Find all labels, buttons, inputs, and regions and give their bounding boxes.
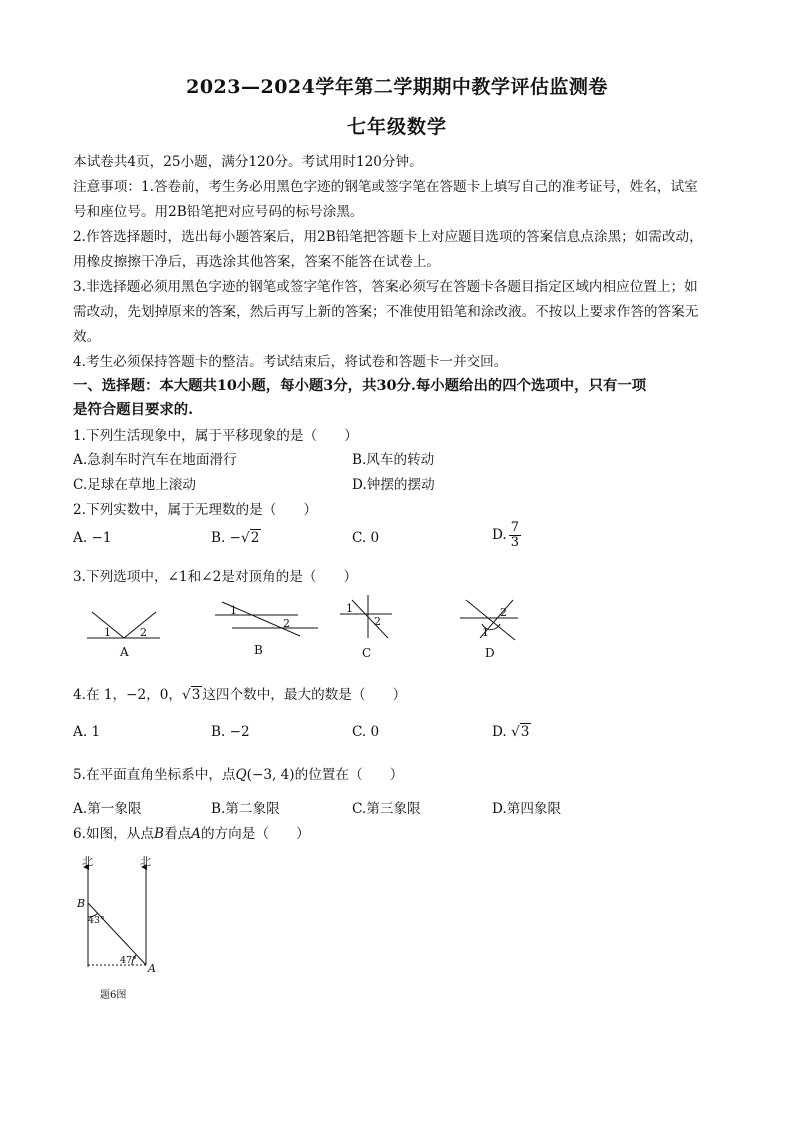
fig-point-a-label: A [148, 962, 156, 975]
fig-b-label: B [254, 643, 263, 657]
question-6-mid: 看点 [163, 826, 192, 842]
exam-subject: 七年级数学 [346, 116, 447, 138]
question-4-option-c: C. 0 [352, 724, 380, 740]
section-heading-line-2: 是符合题目要求的. [73, 401, 194, 418]
question-4-stem-prefix: 4.在 1，−2，0， [73, 687, 183, 703]
question-5-option-a: A.第一象限 [73, 801, 142, 817]
north-label-2: 北 [140, 855, 151, 868]
north-label-1: 北 [82, 855, 93, 868]
question-4-stem-suffix: 这四个数中，最大的数是（ ） [202, 687, 407, 703]
fraction-numerator: 7 [510, 520, 520, 535]
point-q: Q [235, 767, 247, 783]
question-5-option-b: B.第二象限 [211, 801, 280, 817]
sqrt-3: √3 [182, 687, 201, 703]
question-2-option-d-prefix: D. [492, 527, 507, 543]
point-a: A [191, 826, 201, 842]
instruction-line-4: 2.作答选择题时，选出每小题答案后，用2B铅笔把答题卡上对应题目选项的答案信息点涂黑；如需改动， [73, 229, 703, 245]
question-4-option-d-prefix: D. [492, 724, 507, 740]
question-6-figure [60, 845, 180, 1005]
fig-a-angle-2-label: 2 [140, 626, 147, 639]
question-5-option-c: C.第三象限 [352, 801, 421, 817]
fig-point-b-label: B [77, 897, 86, 910]
segment-ba [88, 903, 146, 965]
question-4-stem [73, 683, 406, 703]
instruction-line-6: 3.非选择题必须用黑色字迹的钢笔或签字笔作答，答案必须写在答题卡各题目指定区域内相应位置上；如 [73, 279, 698, 295]
question-3-stem-suffix: 是对顶角的是（ ） [221, 569, 358, 585]
question-2-option-d [492, 521, 521, 550]
fig-d-label: D [485, 646, 495, 660]
sqrt-2-radicand: 2 [250, 530, 260, 546]
instruction-line-9: 4.考生必须保持答题卡的整洁。考试结束后，将试卷和答题卡一并交回。 [73, 354, 508, 370]
fig-d-angle-1-label: 1 [482, 626, 489, 639]
question-6-stem-prefix: 6.如图，从点 [73, 826, 154, 842]
fig-a-angle-1-label: 1 [104, 626, 111, 639]
question-4-option-b: B. −2 [211, 724, 250, 740]
question-3-and: 和 [187, 569, 202, 585]
question-1-option-d: D.钟摆的摆动 [352, 477, 435, 493]
sqrt-3-option: √3 [511, 724, 530, 740]
question-4-option-d [492, 724, 531, 740]
question-1-option-c: C.足球在草地上滚动 [73, 477, 196, 493]
question-1-option-b: B.风车的转动 [352, 452, 435, 468]
point-b: B [153, 826, 164, 842]
question-2-option-a: A. −1 [73, 530, 112, 546]
instruction-line-3: 号和座位号。用2B铅笔把对应号码的标号涂黑。 [73, 204, 364, 220]
instruction-line-8: 效。 [73, 329, 101, 345]
question-5-option-d: D.第四象限 [492, 801, 562, 817]
question-5-stem-suffix: 的位置在（ ） [294, 767, 404, 783]
question-3-figures [0, 590, 794, 665]
question-1-stem: 1.下列生活现象中，属于平移现象的是（ ） [73, 428, 358, 444]
sqrt-3-radicand: 3 [191, 687, 201, 703]
question-3-stem [73, 565, 357, 585]
instruction-line-2: 注意事项：1.答卷前，考生务必用黑色字迹的钢笔或签字笔在答题卡上填写自己的准考证号，姓名，试室 [73, 179, 698, 195]
fig-c-angle-1-label: 1 [346, 602, 353, 615]
exam-title: 2023—2024学年第二学期期中教学评估监测卷 [186, 76, 608, 98]
angle-1-symbol: ∠1 [167, 569, 188, 585]
question-2-option-b-prefix: B. − [211, 530, 242, 546]
question-2-stem: 2.下列实数中，属于无理数的是（ ） [73, 502, 318, 518]
fig-c-label: C [362, 646, 372, 660]
instruction-line-1: 本试卷共4页，25小题，满分120分。考试用时120分钟。 [73, 154, 423, 170]
angle-2-symbol: ∠2 [201, 569, 222, 585]
instruction-line-7: 需改动，先划掉原来的答案，然后再写上新的答案；不准使用铅笔和涂改液。不按以上要求作答的答案无 [73, 304, 699, 320]
fig-b-angle-2-label: 2 [283, 617, 290, 630]
fraction-7-3 [509, 521, 521, 550]
question-6-stem-suffix: 的方向是（ ） [200, 826, 310, 842]
question-4-option-a: A. 1 [73, 724, 101, 740]
question-5-stem [73, 763, 403, 783]
fig-c-diagonal [352, 600, 388, 638]
sqrt-3-option-radicand: 3 [520, 724, 530, 740]
sqrt-2: √2 [241, 530, 260, 546]
angle-47-label: 47° [120, 955, 137, 966]
question-3-stem-prefix: 3.下列选项中， [73, 569, 168, 585]
question-5-stem-prefix: 5.在平面直角坐标系中，点 [73, 767, 236, 783]
fig-c-angle-2-label: 2 [374, 615, 381, 628]
question-1-option-a: A.急刹车时汽车在地面滑行 [73, 452, 237, 468]
question-2-option-c: C. 0 [352, 530, 380, 546]
point-q-coords: (−3, 4) [246, 767, 295, 783]
fraction-denominator: 3 [510, 535, 520, 550]
angle-43-label: 43° [88, 915, 105, 926]
question-2-option-b [211, 530, 261, 546]
instruction-line-5: 用橡皮擦擦干净后，再选涂其他答案，答案不能答在试卷上。 [73, 254, 441, 270]
fig-b-angle-1-label: 1 [230, 604, 237, 617]
question-6-stem [73, 822, 310, 842]
fig-d-angle-2-label: 2 [500, 606, 507, 619]
fig-a-label: A [120, 645, 129, 659]
section-heading-line-1: 一、选择题：本大题共10小题，每小题3分，共30分.每小题给出的四个选项中，只有一项 [73, 377, 647, 394]
figure-caption: 题6图 [100, 990, 127, 1001]
